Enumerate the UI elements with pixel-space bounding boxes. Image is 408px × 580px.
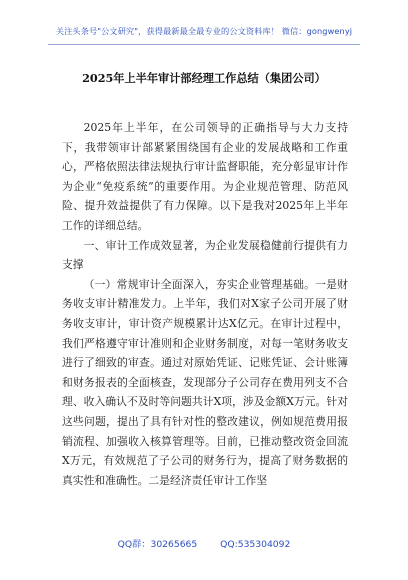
- paragraph-intro: 2025年上半年，在公司领导的正确指导与大力支持下，我带领审计部紧紧围绕国有企业的发展战略和工作重心，严格依照法律法规执行审计监督职能，充分彰显审计作为企业“免疫系统”的重要作用。为企业规范管理、防范风险、提升效益提供了有力保障。以下是我对2025年上半年工作的详细总结。: [62, 121, 348, 232]
- qq-contact-number: 535304092: [237, 539, 291, 550]
- qq-group: [118, 539, 198, 550]
- paragraph-section-1: （一）常规审计全面深入，夯实企业管理基础。一是财务收支审计精准发力。上半年，我们对X家子公司开展了财务收支审计，审计资产规模累计达X亿元。在审计过程中，我们严格遵守审计准则和企业财务制度，对每一笔财务收支进行了细致的审查。通过对原始凭证、记账凭证、会计账簿和财务报表的全面核查，发现部分子公司存在费用列支不合理、收入确认不及时等问题共计X项，涉及金额X万元。针对这些问题，提出了具有针对性的整改建议，例如规范费用报销流程、加强收入核算管理等。目前，已推动整改资金回流X万元，有效规范了子公司的财务行为，提高了财务数据的真实性和准确性。二是经济责任审计工作坚: [62, 277, 348, 487]
- section-heading: 一、审计工作成效显著，为企业发展稳健前行提供有力支撑: [62, 238, 348, 272]
- header-notice: 关注头条号"公文研究"，获得最新最全最专业的公文资料库！ 微信：gongwenyj: [55, 26, 353, 36]
- header-divider: [48, 44, 360, 45]
- qq-contact-label: QQ:: [220, 539, 238, 550]
- qq-group-label: QQ群：: [117, 539, 151, 550]
- qq-group-number: 30265665: [150, 539, 198, 550]
- footer-contact: [0, 536, 408, 550]
- document-body: [62, 118, 348, 490]
- qq-contact: [220, 539, 290, 550]
- document-title: 2025年上半年审计部经理工作总结（集团公司）: [82, 71, 326, 85]
